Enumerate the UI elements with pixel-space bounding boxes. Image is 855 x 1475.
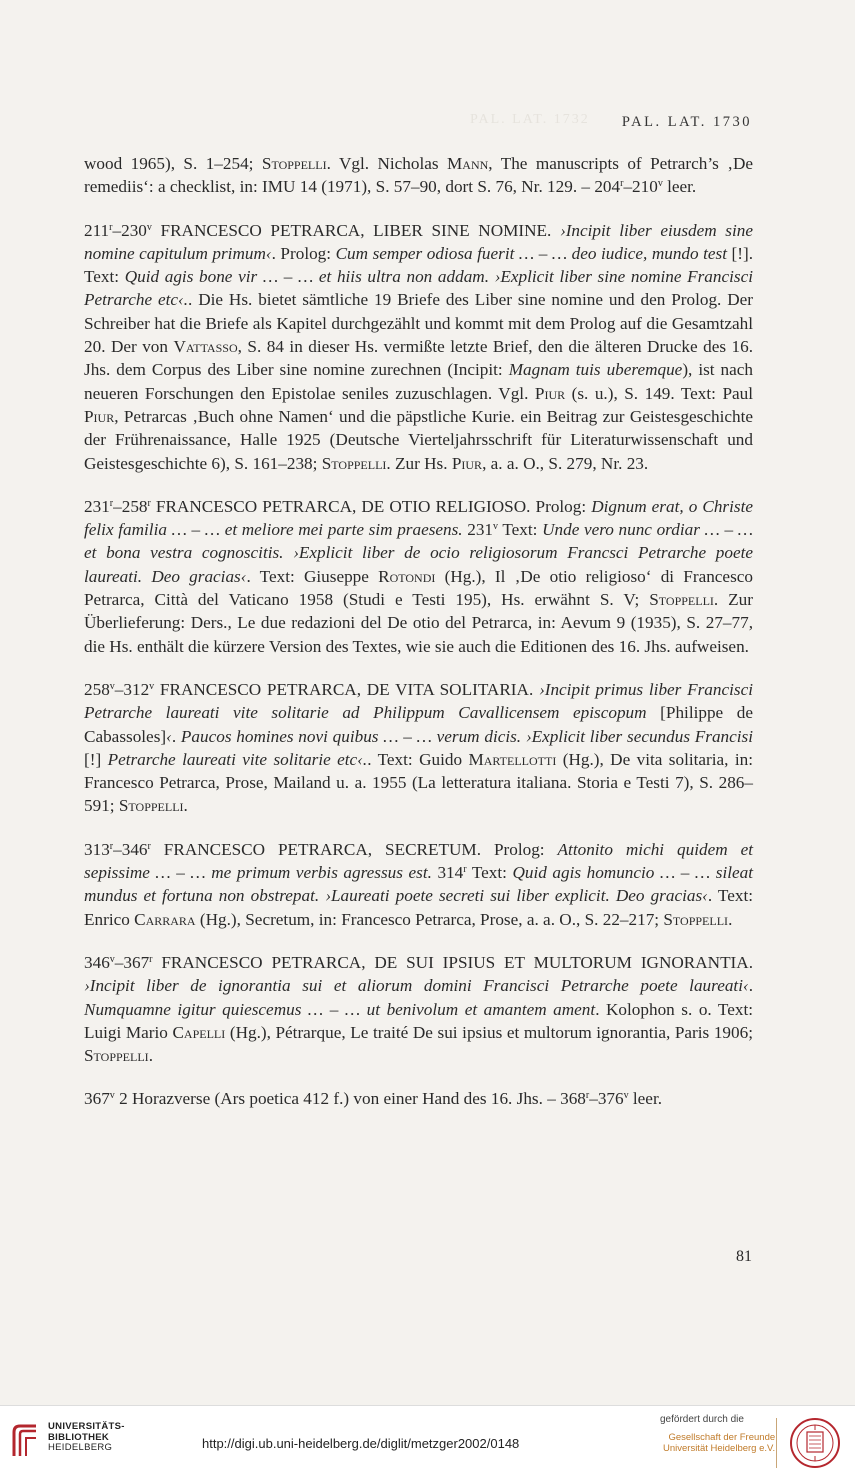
entry-secretum: 313$^r$–346$^r$ FRANCESCO PETRARCA, SECRETUM. Prolog: Attonito michi quidem et sepissime … – … me primum verbis agressus est. 314$^r$ Text: Quid agis homuncio … – … sileat mundus et fortuna non obstrepat. ›Laureati poete secreti sui liber explicit. Deo gracias‹. Text: Enrico Carrara (Hg.), Secretum, in: Francesco Petrarca, Prose, a. a. O., S. 22–217; Stoppelli. [84,839,753,929]
funding-note: gefördert durch die [660,1414,744,1425]
entry-de-otio-religioso: 231$^r$–258$^r$ FRANCESCO PETRARCA, DE OTIO RELIGIOSO. Prolog: Dignum erat, o Christe felix familia … – … et meliore mei parte sim praesens. 231$^v$ Text: Unde vero nunc ordiar … – … et bona vestra cognoscitis. ›Explicit liber de ocio religiosorum Francsci Petrarche poete laureati. Deo gracias‹. Text: Giuseppe Rotondi (Hg.), Il ‚De otio religioso‘ di Francesco Petrarca, Città del Vaticano 1958 (Studi e Testi 195), Hs. erwähnt S. V; Stoppelli. Zur Überlieferung: Ders., Le due redazioni del De otio del Petrarca, in: Aevum 9 (1935), S. 27–77, die Hs. enthält die kürzere Version des Textes, wie sie auch die Editionen des 16. Jhs. aufweisen. [84,496,753,656]
library-logo-icon[interactable] [10,1420,44,1465]
entry-liber-sine-nomine: 211$^r$–230$^v$ FRANCESCO PETRARCA, LIBER SINE NOMINE. ›Incipit liber eiusdem sine nomine capitulum primum‹. Prolog: Cum semper odiosa fuerit … – … deo iudice, mundo test [!]. Text: Quid agis bone vir … – … et hiis ultra non addam. ›Explicit liber sine nomine Francisci Petrarche etc‹.. Die Hs. bietet sämtliche 19 Briefe des Liber sine nomine und den Prolog. Der Schreiber hat die Briefe als Kapitel durchgezählt und kommt mit dem Prolog auf die Gesamtzahl 20. Der von Vattasso, S. 84 in dieser Hs. vermißte letzte Brief, den die älteren Drucke des 16. Jhs. dem Corpus des Liber sine nomine zurechnen (Incipit: Magnam tuis uberemque), ist nach neueren Forschungen den Epistolae seniles zuzuschlagen. Vgl. Piur (s. u.), S. 149. Text: Paul Piur, Petrarcas ‚Buch ohne Namen‘ und die päpstliche Kurie. ein Beitrag zur Geistesgeschichte der Frührenaissance, Halle 1925 (Deutsche Vierteljahrsschrift für Literaturwissenschaft und Geistesgeschichte 6), S. 161–238; Stoppelli. Zur Hs. Piur, a. a. O., S. 279, Nr. 23. [84,220,754,473]
entry-continuation: wood 1965), S. 1–254; Stoppelli. Vgl. Nicholas Mann, The manuscripts of Petrarch’s ‚De remediis‘: a checklist, in: IMU 14 (1971), S. 57–90, dort S. 76, Nr. 129. – 204$^r$–210$^v$ leer. [84,154,753,197]
page-number: 81 [736,1248,752,1265]
catalogue-text [84,152,753,1131]
entry-de-ignorantia: 346$^v$–367$^r$ FRANCESCO PETRARCA, DE SUI IPSIUS ET MULTORUM IGNORANTIA. ›Incipit liber de ignorantia sui et aliorum domini Francisci Petrarche poete laureati‹. Numquamne igitur quiescemus … – … ut benivolum et amantem ament. Kolophon s. o. Text: Luigi Mario Capelli (Hg.), Pétrarque, Le traité De sui ipsius et multorum ignorantia, Paris 1906; Stoppelli. [84,952,753,1066]
university-seal-icon [786,1416,844,1475]
library-name: UNIVERSITÄTS- BIBLIOTHEK HEIDELBERG [48,1421,125,1453]
entry-horazverse: 367$^v$ 2 Horazverse (Ars poetica 412 f.) von einer Hand des 16. Jhs. – 368$^r$–376$^v$ leer. [84,1089,663,1109]
bleed-through-shelfmark: PAL. LAT. 1732 [470,112,590,127]
permalink-url[interactable]: http://digi.ub.uni-heidelberg.de/diglit/metzger2002/0148 [202,1436,520,1451]
running-head-shelfmark: PAL. LAT. 1730 [621,114,752,130]
sponsor-name: Gesellschaft der Freunde Universität Heidelberg e.V. [663,1432,776,1454]
entry-de-vita-solitaria: 258$^v$–312$^v$ FRANCESCO PETRARCA, DE VITA SOLITARIA. ›Incipit primus liber Francisci Petrarche laureati vite solitarie ad Philippum Cavallicensem episcopum [Philippe de Cabassoles]‹. Paucos homines novi quibus … – … verum dicis. ›Explicit liber secundus Francisi [!] Petrarche laureati vite solitarie etc‹.. Text: Guido Martellotti (Hg.), De vita solitaria, in: Francesco Petrarca, Prose, Mailand u. a. 1955 (La letteratura italiana. Storia e Testi 7), S. 286–591; Stoppelli. [84,679,754,816]
footer-divider [776,1418,777,1468]
digitization-footer [0,1405,855,1475]
